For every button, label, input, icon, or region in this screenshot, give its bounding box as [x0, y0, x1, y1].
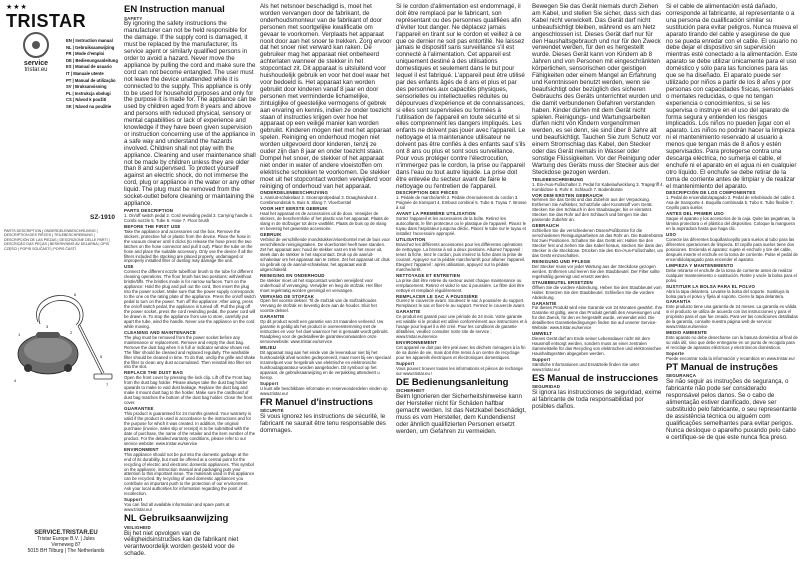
heading: Support — [124, 497, 143, 503]
language-item: IT | Manuale utente — [66, 70, 104, 76]
heading: ENVIRONMENT — [124, 446, 159, 452]
paragraph: Abra la tapa delantera. Levante la bolsa del soporte. Sustituya la bolsa para el polvo y fíjela al soporte. Cierre la tapa delantera. — [666, 288, 790, 299]
paragraph: Este producto tiene una garantía de 24 meses. La garantía es válida si el producto se utiliza de acuerdo con las instrucciones y para el propósito para el que fue creado. Para ver las condiciones detalladas de la garantía, consulte nuestra página web de servicio: www.tristar.eu/service — [666, 304, 798, 330]
heading: AVANT LA PREMIÈRE UTILISATION — [396, 211, 476, 217]
section-title-nl: NL Gebruiksaanwijzing — [124, 514, 229, 525]
paragraph: Schließen Sie die verschiedenen Düsen/Fußbürste für die verschiedenen Reinigungsarbeiten an das Rohr an. Die Bodenbürste hat zwei Positionen. Schalten Sie das Gerät ein: Halten Sie den Stecker fest und ziehen Sie das Kabel heraus, stecken Sie dann den Stecker in die Steckdose. Drücken Sie den Ein-/Aus-Fußschalter, um das Gerät einzuschalten. — [532, 228, 664, 258]
paragraph: 1. Pédale de marche/arrêt 2. Pédale d'enroulement du cordon 3. Poignée de transport 4. Embout combiné 5. Tube 6. Tuyau 7. Brosse à sol — [396, 195, 527, 211]
paragraph: Si el cable de alimentación está dañado, corresponde al fabricante, al representante o a una persona de cualificación similar su sustitución para evitar peligros. Nunca mueva el aparato tirando del cable y asegúrese de que no se pueda enredar con el cable. El usuario no debe dejar el dispositivo sin supervisión mientras esté conectado a la alimentación. Este aparato se debe utilizar únicamente para el uso doméstico y sólo para las funciones para las que se ha diseñado. El aparato puede ser utilizado por niños a partir de los 8 años y por personas con capacidades físicas, sensoriales o mentales reducidas, o que no tengan experiencia o conocimientos, si se les supervisa o instruye en el uso del aparato de forma segura y entienden los riesgos implicados. Los niños no pueden jugar con el aparato. Los niños no podrán hacer la limpieza ni el mantenimiento reservado al usuario a menos que tengan más de 8 años y estén supervisados. Para protegerse contra una descarga eléctrica, no sumerja el cable, el enchufe ni el aparato en el agua ni en cualquier otro líquido. El enchufe se debe retirar de la toma de corriente antes de limpiar y de realizar el mantenimiento del aparato. — [666, 3, 798, 190]
heading: GARANTIE — [532, 300, 557, 306]
section-title-pt: PT Manual de instruções — [666, 362, 778, 373]
heading: SICHERHEIT — [396, 388, 425, 394]
paragraph: Si le cordon d'alimentation est endommagé, il doit être remplacé par le fabricant, son représentant ou des personnes qualifiées afin d'éviter tout danger. Ne déplacez jamais l'appareil en tirant sur le cordon et veillez à ce que ce dernier ne soit pas entortillé. Ne laissez jamais le dispositif sans surveillance s'il est connecté à l'alimentation. Cet appareil est uniquement destiné à des utilisations domestiques et seulement dans le but pour lequel il est fabriqué. L'appareil peut être utilisé par des enfants âgés de 8 ans et plus et par des personnes aux capacités physiques, sensorielles ou intellectuelles réduites ou dépourvues d'expérience et de connaissances, si elles sont supervisées ou formées à l'utilisation de l'appareil en toute sécurité et si elles comprennent les dangers impliqués. Les enfants ne doivent pas jouer avec l'appareil. Le nettoyage et la maintenance utilisateur ne doivent pas être confiés à des enfants sauf s'ils ont 8 ans ou plus et sont sous surveillance. Pour vous protéger contre l'électrocution, n'immergez pas le cordon, la prise ou l'appareil dans l'eau ou tout autre liquide. La prise doit être enlevée du secteur avant de faire le nettoyage ou l'entretien de l'appareil. — [396, 3, 526, 190]
heading: SUSTITUIR LA BOLSA PARA EL POLVO — [666, 283, 756, 289]
heading: Support — [396, 360, 415, 366]
section-title-de: DE Bedienungsanleitung — [396, 377, 509, 388]
language-item: SK | Návod na použitie — [66, 103, 112, 109]
section-title-fr: FR Manuel d'instructions — [260, 397, 374, 408]
language-item: ES | Manual de usuario — [66, 64, 112, 70]
language-item: EN | Instruction manual — [66, 38, 113, 43]
service-badge — [6, 32, 66, 74]
paragraph: Sämtliche Informationen und Ersatzteile finden Sie unter www.tristar.eu! — [532, 361, 640, 372]
column-de — [532, 4, 664, 411]
heading: MEDIO AMBIENTE — [666, 330, 708, 336]
paragraph: Ouvrez le couvercle avant. Soulevez le sac à poussière du support. Remplacez le sac et fixez-le au support. Fermez le couvercle avant. — [396, 298, 525, 309]
paragraph: Este aparato no debe desecharse con la basura doméstica al final de su vida útil, sino que debe entregarse en un punto de recogida para el reciclaje de aparatos eléctricos y electrónicos domésticos. — [666, 335, 798, 351]
paragraph: You can find all available information and spare parts at www.tristar.eu! — [124, 502, 230, 513]
paragraph: This product is guaranteed for 24 months granted. Your warranty is valid if the product is used in accordance to the instructions and for the purpose for which it was created. In addition, the original purchase (invoice, sales slip or receipt) is to be submitted with the date of purchase, the name of the retailer and the item number of the product. For the detailed warranty conditions, please refer to our service website: www.tristar.eu/service — [124, 411, 256, 446]
language-item: CS | Návod k použití — [66, 97, 107, 103]
heading: ANTES DEL PRIMER USO — [666, 211, 724, 217]
language-item: FR | Mode d'emploi — [66, 51, 105, 57]
paragraph: Vous pouvez trouver toutes les informations et pièces de rechange sur www.tristar.eu ! — [396, 365, 523, 376]
heading: SÉCURITÉ — [260, 408, 284, 414]
paragraph: Als het netsnoer beschadigd is, moet het worden vervangen door de fabrikant, de onderhoudsmonteur van de fabrikant of door personen met soortgelijke kwalificatie om gevaar te voorkomen. Verplaats het apparaat nooit door aan het snoer te trekken. Zorg ervoor dat het snoer niet verward kan raken. De gebruiker mag het apparaat niet onbeheerd achterlaten wanneer de stekker in het stopcontact zit. Dit apparaat is uitsluitend voor huishoudelijk gebruik en voor het doel waar het voor bedoeld is. Het apparaat kan worden gebruikt door kinderen vanaf 8 jaar en door personen met verminderde lichamelijke, zintuiglijke of geestelijke vermogens of gebrek aan ervaring en kennis, indien ze onder toezicht staan of instructies krijgen over hoe het apparaat op een veilige manier kan worden gebruikt. Kinderen mogen niet met het apparaat spelen. Reiniging en onderhoud mogen niet worden uitgevoerd door kinderen, tenzij ze ouder zijn dan 8 jaar en onder toezicht staan. Dompel het snoer, de stekker of het apparaat niet onder in water of andere vloeistoffen om elektrische schokken te voorkomen. De stekker moet uit het stopcontact worden verwijderd voor reiniging of onderhoud van het apparaat. — [260, 3, 392, 190]
section-title-es: ES Manual de instrucciones — [532, 373, 659, 384]
language-item: PL | Instrukcja obsługi — [66, 90, 111, 96]
column-es — [666, 4, 798, 442]
paragraph: The plug must be removed from the power socket before any maintenance or replacement. Remove and empty the dust bag. Remove the dust bag when it is full or indicator window shows red. The filter should be cleaned and replaced regularly. The washable filter should be cleaned in time. To do that, unclip the grille and shake the filter to clean any dust accumulated. Then reinstall into filter set into the slot. — [124, 334, 256, 370]
parts-languages-note: PARTS DESCRIPTION | ONDERDELENBESCHRIJVING | DESCRIPTION DES PIÈCES | TEILEBESCHREIBUNG | DESCRIPCIÓN DE LAS PIEZAS | DESCRIZIONE DELLE PARTI | DESCRIÇÃO DAS PEÇAS | BESKRIVNING AV DELARNA | OPIS CZĘŚCI | POPIS SOUČÁSTÍ | POPIS ČASTÍ — [4, 229, 110, 251]
heading: REMPLACER LE SAC À POUSSIÈRE — [396, 293, 478, 299]
column-fr — [396, 4, 528, 436]
heading: Support — [260, 380, 279, 386]
heading: SEGURIDAD — [532, 384, 561, 390]
paragraph: 1. On/off switch pedal 2. Cord rewinding pedal 3. Carrying handle 4. Combi nozzle 5. Tube 6. Hose 7. Floor brush — [124, 212, 253, 223]
paragraph: Saque el aparato y los accesorios de la caja. Quite las pegatinas, la lámina protectora o el plástico del dispositivo. Coloque la manguera en la aspiradora hasta que haga clic. — [666, 216, 795, 232]
floor-brush-shape — [94, 374, 112, 379]
paragraph: Ce produit est garanti pour une période de 24 mois. Votre garantie est valable si le produit est utilisé conformément aux instructions et à l'usage pour lequel il a été créé. Pour les conditions de garantie détaillées, veuillez consulter notre site de service : www.tristar.eu/service — [396, 314, 527, 340]
svg-text:4: 4 — [14, 378, 17, 383]
svg-text:2: 2 — [70, 330, 73, 335]
heading: SEGURANÇA — [666, 373, 697, 379]
paragraph: Si vous ignorez les instructions de sécurité, le fabricant ne saurait être tenu responsable des dommages. — [260, 413, 386, 434]
heading: VOOR HET EERSTE GEBRUIK — [260, 206, 328, 212]
paragraph: Öffnen Sie die vordere Abdeckung. Heben Sie den Staubbeutel vom Halter. Ersetzen Sie den Staubbeutel. Schließen Sie die vordere Abdeckung. — [532, 284, 662, 300]
vacuum-cleaner-illustration — [10, 262, 116, 402]
heading: USE — [124, 264, 134, 270]
heading: UTILISATION — [396, 237, 426, 243]
paragraph: De stekker moet uit het stopcontact worden verwijderd voor onderhoud of vervanging. Verwijder en leeg de stofzak. Het filter moet regelmatig worden gereinigd en vervangen. — [260, 277, 383, 293]
vacuum-body-shape — [18, 332, 78, 374]
heading: USO — [666, 232, 677, 238]
paragraph: Für dieses Produkt wird eine Garantie von 24 Monaten gewährt. Ihre Garantie ist gültig, wenn das Produkt gemäß den Anweisungen und für den Zweck, für den es hergestellt wurde, verwendet wird. Die detaillierten Garantiebedingungen finden Sie auf unserer Service-Website: www.tristar.eu/service — [532, 305, 663, 331]
svg-text:7: 7 — [106, 382, 109, 387]
paragraph: Branchez les différents accessoires pour les différentes opérations de nettoyage. La brosse à sol a deux positions. Allumez l'appareil : tenez la fiche, tirez le cordon, puis insérez la fiche dans la prise de courant. Appuyez sur la pédale marche/arrêt pour allumer l'appareil. Éteignez l'appareil : après utilisation, appuyez sur la pédale marche/arrêt. — [396, 242, 526, 272]
heading: VERVANG DE STOFZAK — [260, 293, 315, 299]
heading: BEFORE THE FIRST USE — [124, 223, 181, 229]
svg-text:1: 1 — [18, 332, 21, 337]
language-list — [66, 38, 116, 111]
paragraph: La prise doit être retirée du secteur avant chaque maintenance ou remplacement. Retirez et videz le sac à poussière. Le filtre doit être nettoyé et remplacé régulièrement. — [396, 277, 525, 293]
heading: GARANTIE — [396, 309, 421, 315]
paragraph: Op dit product wordt een garantie van 24 maanden verleend. Uw garantie is geldig als het product in overeenstemming met de instructies en voor het doel waarvoor het is gemaakt wordt gebruikt. Raadpleeg voor de gedetailleerde garantievoorwaarden onze servicewebsite: www.tristar.eu/service — [260, 319, 389, 345]
language-item: PT | Manual de utilização — [66, 77, 116, 83]
paragraph: Cet appareil ne doit pas être jeté avec les déchets ménagers à la fin de sa durée de vie, mais doit être remis à un centre de recyclage pour les appareils électriques et électroniques domestiques. — [396, 345, 526, 360]
language-item: DE | Bedienungsanleitung — [66, 57, 118, 63]
paragraph: Bij het niet opvolgen van de veiligheidsinstructies kan de fabrikant niet verantwoordelijk worden gesteld voor de schade. — [124, 529, 239, 558]
heading: SAFETY — [124, 15, 143, 21]
paragraph: By ignoring the safety instructions the manufacturer can not be held responsible for the damage. If the supply cord is damaged, it must be replaced by the manufacturer, its service agent or similarly qualified persons in order to avoid a hazard. Never move the appliance by pulling the cord and make sure the cord can not become entangled. The user must not leave the device unattended while it is connected to the supply. This appliance is only to be used for household purposes and only for the purpose it is made for. The appliance can be used by children aged from 8 years and above and persons with reduced physical, sensory or mental capabilities or lack of experience and knowledge if they have been given supervision or instruction concerning use of the appliance in a safe way and understand the hazards involved. Children shall not play with the appliance. Cleaning and user maintenance shall not be made by children unless they are older than 8 and supervised. To protect yourself against an electric shock, do not immerse the cord, plug or appliance in the water or any other liquid. The plug must be removed from the socket-outlet before cleaning or maintaining the appliance. — [124, 20, 256, 208]
heading: STAUBBEUTEL ERSETZEN — [532, 279, 593, 285]
svg-text:6: 6 — [74, 292, 77, 297]
heading: ONDERDELENBESCHRIJVING — [260, 190, 329, 196]
column-nl — [260, 4, 392, 435]
heading: Soporte — [666, 351, 684, 357]
footer-address-2: 5015 BH Tilburg | The Netherlands — [27, 548, 105, 554]
paragraph: Der Stecker muss vor jeder Wartung aus der Steckdose gezogen werden. Entfernen und leeren Sie den Staubbeutel. Der Filter sollte regelmäßig gereinigt und ersetzt werden. — [532, 263, 660, 279]
paragraph: Dieses Gerät darf am Ende seiner Lebensdauer nicht mit dem Hausmüll entsorgt werden, sondern muss an einer zentralen Sammelstelle für das Recycling von elektrischen und elektronischen Haushaltsgeräten abgegeben werden. — [532, 336, 662, 357]
column-en — [124, 4, 256, 558]
heading: GEBRUIK — [260, 232, 282, 238]
heading: MILIEU — [260, 345, 277, 351]
tube-shape — [78, 326, 102, 374]
heading: Support — [532, 357, 551, 363]
paragraph: Take the appliance and accessories out the box. Remove the stickers, protective foil or plastic from the device. Place the hose in the vacuum cleaner until it clicks (to release the hose press the two latches on the hose connector and pull it out). Place the tube on the hose and place the suitable accessory. Only use the device if all the filters included the stacking are placed properly, undamaged or improperly installed filter or dusting may damage the unit. — [124, 228, 253, 264]
heading: REPLACE THE DUST BAG — [124, 370, 184, 376]
heading: GARANTIE — [260, 314, 285, 320]
model-number: SZ-1910 — [90, 214, 115, 221]
paragraph: Nehmen Sie das Gerät und das Zubehör aus der Verpackung. Entfernen Sie Aufkleber, Schutzfolie oder Kunststoff vom Gerät. Stecken Sie den Schlauch in den Staubsauger, bis er einrastet. Stecken Sie das Rohr auf den Schlauch und bringen Sie das passende Zubehör an. — [532, 197, 653, 223]
paragraph: This appliance should not be put into the domestic garbage at the end of its durability, but must be offered at a central point for the recycling of electric and electronic domestic appliances. This symbol on the appliance, instruction manual and packaging puts your attention to this important issue. The materials used in this appliance can be recycled. By recycling of used domestic appliances you contribute an important push to the protection of our environment. Ask your local authorities for information regarding the point of recollection. — [124, 451, 255, 497]
heading: REINIGUNG UND PFLEGE — [532, 258, 591, 264]
language-item: SV | Bruksanvisning — [66, 84, 107, 90]
heading: VOR DEM ERSTEN GEBRAUCH — [532, 192, 603, 198]
heading: VEILIGHEID — [124, 524, 151, 530]
svg-text:5: 5 — [100, 354, 103, 359]
heading: DESCRIPTION DES PIÈCES — [396, 190, 458, 196]
paragraph: Open het voorste deksel. Til de stofzak van de stofzakhouder. Vervang de stofzak en bevestig deze aan de houder. Sluit het voorste deksel. — [260, 298, 378, 314]
heading: GEBRAUCH — [532, 223, 559, 229]
language-item: NL | Gebruiksaanwijzing — [66, 44, 115, 50]
paragraph: Sortez l'appareil et les accessoires de la boîte. Retirez les autocollants, le film protecteur ou le plastique de l'appareil. Placez le tuyau dans l'aspirateur jusqu'au déclic. Placez le tube sur le tuyau et installez l'accessoire approprié. — [396, 216, 527, 237]
footer-address-1: Tristar Europe B.V. | Jules Verneweg 87 — [37, 536, 95, 548]
paragraph: 1. Ein-/Aus-Fußschalter 2. Pedal für Kabelaufwicklung 3. Tragegriff 4. Kombidüse 5. Rohr 6. Schlauch 7. Bodenbürste — [532, 181, 664, 192]
heading: LIMPIEZA Y MANTENIMIENTO — [666, 262, 734, 268]
paragraph: Conecte las diferentes boquillas/cepillo para suelos al tubo para las diferentes operaciones de limpieza. El cepillo para suelos tiene dos posiciones. Encienda el aparato: sujete el enchufe y tire del cable, después inserte el enchufe en la toma de corriente. Pulse el pedal de encendido/apagado para encender el aparato. — [666, 237, 798, 262]
paragraph: Se não seguir as instruções de segurança, o fabricante não pode ser considerado responsável pelos danos. Se o cabo de alimentação estiver danificado, deve ser substituído pelo fabricante, o seu representante de assistência técnica ou alguém com qualificações semelhantes para evitar perigos. Nunca desloque o aparelho puxando pelo cabo e certifique-se de que este nunca fica preso. — [666, 378, 797, 441]
heading: GUARANTEE — [124, 406, 154, 412]
heading: REINIGING EN ONDERHOUD — [260, 272, 325, 278]
heading: CLEANING AND MAINTENANCE — [124, 329, 196, 335]
heading: GARANTÍA — [666, 299, 691, 305]
paragraph: Puede encontrar toda la información y recambios en www.tristar.eu! — [666, 355, 795, 361]
svg-text:3: 3 — [46, 324, 49, 329]
brand-stars: ★★★ — [6, 4, 28, 11]
heading: PARTS DESCRIPTION — [124, 207, 174, 213]
heading: UMWELT — [532, 331, 553, 337]
paragraph: Connect the different nozzle tube/floor brush to the tube for different cleaning operations. The floor brush has two positions: with/without bristle/tiffs. The bristles mode is for narrow surfaces. Turn on the appliance: Hold the plug and pull out the cord, then insert the plug into the power socket. Make sure that the power supply corresponds to the one on the rating plate of the appliance. Press the on/off switch pedal to turn on the power. Turn off the appliance: After using, press the on/off switch pedal, the appliance is turned off. Pull the plug off the power socket, press the cord rewinding pedal, the power cord will be drawn in. To stop the appliance from use to store, carefully put apart the tube, wind the handle. Never use the appliance on the cord while moving. — [124, 269, 256, 329]
heading: ENVIRONNEMENT — [396, 340, 438, 346]
paragraph: Open the front cover by pressing the lock clip. Lift off the Front bag from the dust bag holder. Please always take the dust bag holder upwards to make to void dust leakage. Replace the dust bag and make it mount dust bag to the holder. Make sure the cardboard of dust bag matches the bottom of the dust bag holder. Close the front cover. — [124, 375, 253, 406]
paragraph: Verbind de verschillende mondstukken/vloerborstel met de buis voor verschillende reinigingstaken. De vloerborstel heeft twee standen. Zet het apparaat aan: houd de stekker vast en trek het snoer uit, steek dan de stekker in het stopcontact. Druk op de aan/uit-schakelaar om het apparaat aan te zetten. Zet het apparaat uit: druk na gebruik op de aan/uit-schakelaar, het apparaat wordt uitgeschakeld. — [260, 237, 390, 272]
footer-block — [26, 530, 106, 554]
service-icon — [23, 32, 49, 58]
heading: DESCRIPCIÓN DE LOS COMPONENTES — [666, 190, 756, 196]
brand-block — [6, 4, 114, 30]
service-website: SERVICE.TRISTAR.EU — [34, 530, 98, 536]
service-label: service — [23, 60, 49, 67]
paragraph: Si ignora las instrucciones de seguridad, exime al fabricante de toda responsabilidad por posibles daños. — [532, 389, 662, 411]
heading: NETTOYAGE ET ENTRETIEN — [396, 272, 461, 278]
paragraph: 1. Aan/uit-schakelaar 2. Snoeroprolpedaal 3. Draaghandvat 4. Combimondstuk 5. Buis 6. Slang 7. Vloerborstel — [260, 195, 378, 206]
paragraph: U kunt alle beschikbare informatie en reserveonderdelen vinden op www.tristar.eu! — [260, 385, 388, 396]
section-title-en: EN Instruction manual — [124, 5, 225, 15]
paragraph: 1. Pedal de encendido/apagado 2. Pedal de rebobinado del cable 3. Asa de transporte 4. Boquilla combinada 5. Tubo 6. Tubo flexible 7. Cepillo para suelos — [666, 195, 796, 211]
paragraph: Beim Ignorieren der Sicherheitshinweise kann der Hersteller nicht für Schäden haftbar gemacht werden. Ist das Netzkabel beschädigt, muss es vom Hersteller, dem Kundendienst oder ähnlich qualifizierten Personen ersetzt werden, um Gefahren zu vermeiden. — [396, 393, 527, 435]
paragraph: Haal het apparaat en de accessoires uit de doos. Verwijder de stickers, de beschermfolie of het plastic van het apparaat. Plaats de slang in de stofzuiger tot deze vastklikt. Plaats de buis op de slang en bevestig het gewenste accessoire. — [260, 211, 389, 232]
paragraph: Debe retirarse el enchufe de la toma de corriente antes de realizar cualquier mantenimiento o sustitución. Retire y vacíe la bolsa para el polvo. — [666, 267, 797, 283]
paragraph: Dit apparaat mag aan het einde van de levensduur niet bij het huishoudelijk afval worden gedeponeerd, maar moet bij een speciaal inzamelpunt voor hergebruik van elektrische en elektronische huishoudapparatuur worden aangeboden. Dit symbool op het apparaat, de gebruiksaanwijzing en de verpakking attendeert u hierop. — [260, 350, 391, 380]
service-sub: tristar.eu — [24, 67, 48, 73]
brand-logo: TRISTAR — [6, 11, 87, 31]
paragraph: Bewegen Sie das Gerät niemals durch Ziehen am Kabel, und stellen Sie sicher, dass sich das Kabel nicht verwickelt. Das Gerät darf nicht unbeaufsichtigt bleiben, während es am Netz angeschlossen ist. Dieses Gerät darf nur für den Haushaltsgebrauch und nur für den Zweck verwendet werden, für den es hergestellt wurde. Dieses Gerät kann von Kindern ab 8 Jahren und von Personen mit eingeschränkten körperlichen, sensorischen oder geistigen Fähigkeiten oder einem Mangel an Erfahrung und Kenntnissen benutzt werden, wenn sie beaufsichtigt oder bezüglich des sicheren Gebrauchs des Geräts unterrichtet wurden und die damit verbundenen Gefahren verstanden haben. Kinder dürfen mit dem Gerät nicht spielen. Reinigungs- und Wartungsarbeiten dürfen nicht von Kindern vorgenommen werden, es sei denn, sie sind über 8 Jahre alt und beaufsichtigt. Tauchen Sie zum Schutz vor einem Stromschlag das Kabel, den Stecker oder das Gerät niemals in Wasser oder sonstige Flüssigkeiten. Vor der Reinigung oder Wartung des Geräts muss der Stecker aus der Steckdose gezogen werden. — [532, 3, 661, 176]
heading: TEILEBESCHREIBUNG — [532, 176, 584, 182]
